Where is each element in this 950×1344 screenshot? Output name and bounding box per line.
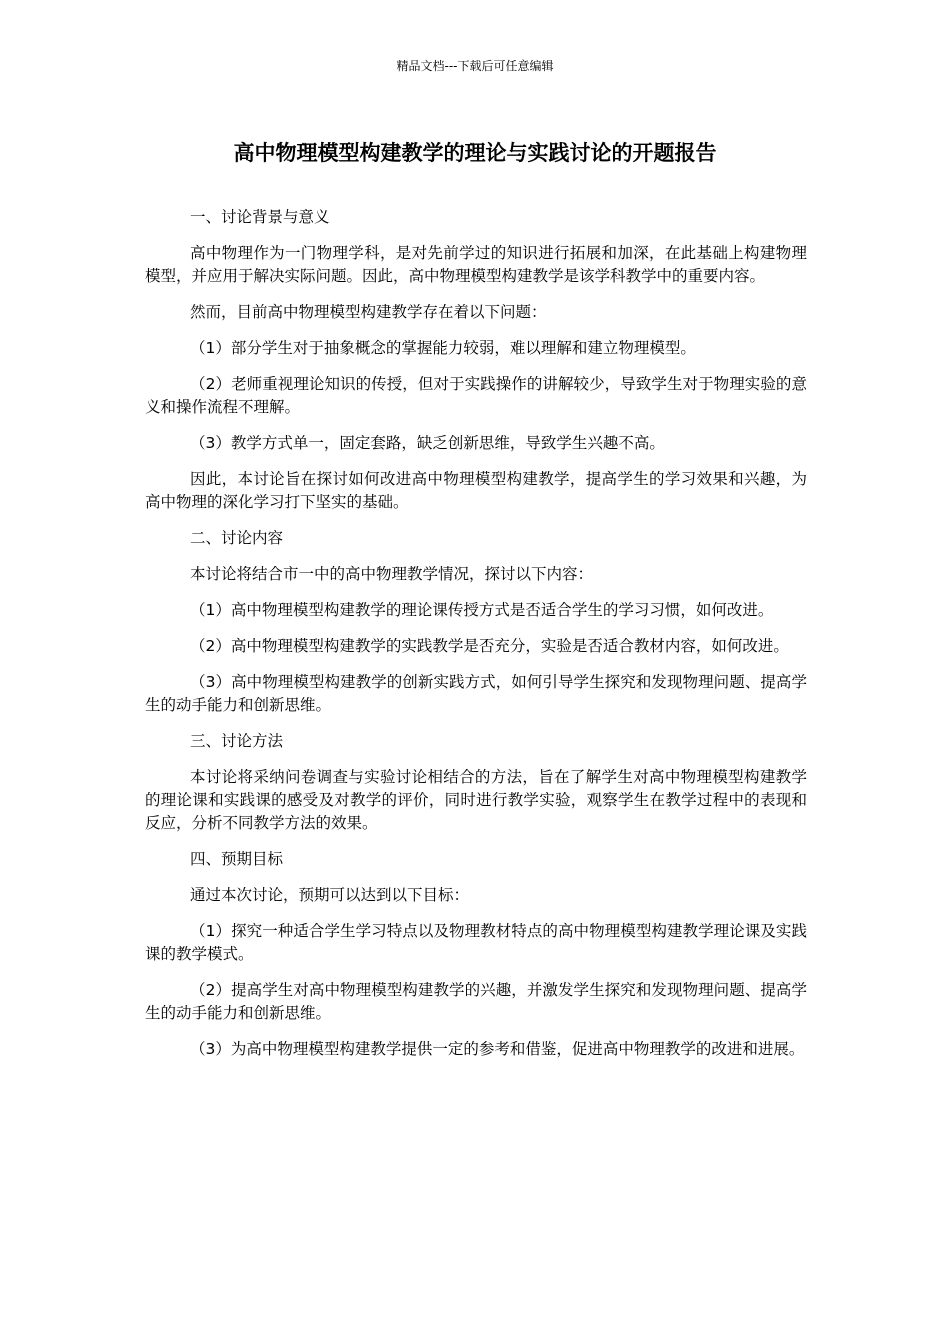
paragraph: 高中物理作为一门物理学科，是对先前学过的知识进行拓展和加深，在此基础上构建物理模型，并应用于解决实际问题。因此，高中物理模型构建教学是该学科教学中的重要内容。 (145, 244, 807, 285)
list-item: （1）部分学生对于抽象概念的掌握能力较弱，难以理解和建立物理模型。 (190, 339, 696, 357)
document-body (145, 206, 807, 1074)
list-item: （2）高中物理模型构建教学的实践教学是否充分，实验是否适合教材内容，如何改进。 (190, 637, 789, 655)
list-item: （2）提高学生对高中物理模型构建教学的兴趣，并激发学生探究和发现物理问题、提高学生的动手能力和创新思维。 (145, 981, 807, 1022)
list-item: （3）为高中物理模型构建教学提供一定的参考和借鉴，促进高中物理教学的改进和进展。 (190, 1040, 805, 1058)
list-item: （2）老师重视理论知识的传授，但对于实践操作的讲解较少，导致学生对于物理实验的意义和操作流程不理解。 (145, 375, 807, 416)
paragraph: 本讨论将结合市一中的高中物理教学情况，探讨以下内容： (190, 565, 594, 583)
list-item: （1）探究一种适合学生学习特点以及物理教材特点的高中物理模型构建教学理论课及实践课的教学模式。 (145, 922, 807, 963)
paragraph: 本讨论将采纳问卷调查与实验讨论相结合的方法，旨在了解学生对高中物理模型构建教学的理论课和实践课的感受及对教学的评价，同时进行教学实验，观察学生在教学过程中的表现和反应，分析不同教学方法的效果。 (145, 768, 807, 832)
section-heading-goals: 四、预期目标 (190, 850, 284, 868)
list-item: （3）教学方式单一，固定套路，缺乏创新思维，导致学生兴趣不高。 (190, 434, 665, 452)
header-note: 精品文档---下载后可任意编辑 (396, 59, 554, 73)
paragraph: 因此，本讨论旨在探讨如何改进高中物理模型构建教学，提高学生的学习效果和兴趣，为高中物理的深化学习打下坚实的基础。 (145, 470, 807, 511)
list-item: （1）高中物理模型构建教学的理论课传授方式是否适合学生的学习习惯，如何改进。 (190, 601, 774, 619)
section-heading-method: 三、讨论方法 (190, 732, 284, 750)
section-heading-background: 一、讨论背景与意义 (190, 208, 330, 226)
paragraph: 通过本次讨论，预期可以达到以下目标： (190, 886, 470, 904)
section-heading-content: 二、讨论内容 (190, 529, 284, 547)
list-item: （3）高中物理模型构建教学的创新实践方式，如何引导学生探究和发现物理问题、提高学生的动手能力和创新思维。 (145, 673, 807, 714)
document-title: 高中物理模型构建教学的理论与实践讨论的开题报告 (233, 141, 717, 165)
paragraph: 然而，目前高中物理模型构建教学存在着以下问题： (190, 303, 547, 321)
